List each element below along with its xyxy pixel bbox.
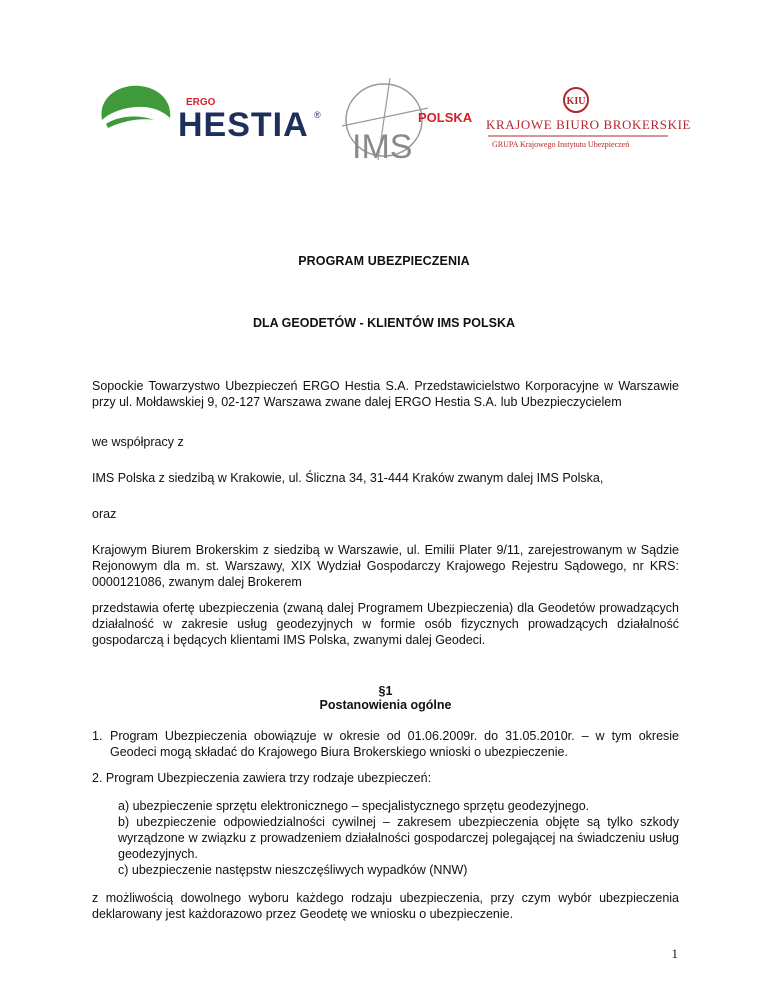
intro-broker-paragraph: Krajowym Biurem Brokerskim z siedzibą w Warszawie, ul. Emilii Plater 9/11, zarejestrowanym w Sądzie Rejonowym dla m. st. Warszawy, XIX Wydział Gospodarczy Krajowego Rejestru Sądowego, nr KRS: 0000121086, zwanym dalej Brokerem <box>92 543 679 589</box>
logo-bar <box>0 0 768 166</box>
polska-wordmark: POLSKA <box>418 110 473 125</box>
section-1-item-2: 2. Program Ubezpieczenia zawiera trzy rodzaje ubezpieczeń: <box>92 771 432 785</box>
kbb-group-line: GRUPA Krajowego Instytutu Ubezpieczeń <box>492 140 630 149</box>
insurance-type-a: a) ubezpieczenie sprzętu elektronicznego – specjalistycznego sprzętu geodezyjnego. <box>118 799 590 813</box>
ergo-hestia-logo <box>96 80 326 146</box>
insurance-type-b: b) ubezpieczenie odpowiedzialności cywilnej – zakresem ubezpieczenia objęte są tylko szkody wyrządzone w związku z prowadzeniem działalności gospodarczej polegającej na świadczeniu usług geodezyjnych. <box>118 815 679 861</box>
ims-polska-logo <box>342 78 473 166</box>
item-1-text: Program Ubezpieczenia obowiązuje w okresie od 01.06.2009r. do 31.05.2010r. – w tym okresie Geodeci mogą składać do Krajowego Biura Brokerskiego wnioski o ubezpieczenie. <box>110 729 679 759</box>
ergo-wordmark: ERGO <box>186 97 216 108</box>
intro-insurer-paragraph: Sopockie Towarzystwo Ubezpieczeń ERGO Hestia S.A. Przedstawicielstwo Korporacyjne w Warszawie przy ul. Mołdawskiej 9, 02-127 Warszawa zwane dalej ERGO Hestia S.A. lub Ubezpieczycielem <box>92 379 679 409</box>
item-1-number: 1. <box>92 729 103 743</box>
kbb-wordmark: KRAJOWE BIURO BROKERSKIE <box>486 117 692 132</box>
document-subtitle: DLA GEODETÓW - KLIENTÓW IMS POLSKA <box>252 316 516 330</box>
registered-mark: ® <box>314 110 321 120</box>
kbb-badge: KIU <box>566 96 586 107</box>
section-1-item-1 <box>92 728 679 760</box>
insurance-types-list <box>118 798 679 878</box>
document-title: PROGRAM UBEZPIECZENIA <box>298 254 470 268</box>
intro-and-line: oraz <box>92 507 117 521</box>
hestia-wordmark: HESTIA <box>178 106 309 144</box>
section-1-heading: Postanowienia ogólne <box>319 698 452 712</box>
section-1-symbol: §1 <box>378 684 393 698</box>
intro-offer-paragraph: przedstawia ofertę ubezpieczenia (zwaną dalej Programem Ubezpieczenia) dla Geodetów prowadzących działalność w zakresie usług geodezyjnych w formie osób fizycznych prowadzących działalność gospodarczą i będących klientami IMS Polska, zwanymi dalej Geodeci. <box>92 601 679 647</box>
intro-ims-paragraph: IMS Polska z siedzibą w Krakowie, ul. Śliczna 34, 31-444 Kraków zwanym dalej IMS Polska, <box>92 471 604 485</box>
ims-wordmark: IMS <box>352 128 413 166</box>
intro-cooperation-line: we współpracy z <box>92 435 184 449</box>
section-1-closing: z możliwością dowolnego wyboru każdego rodzaju ubezpieczenia, przy czym wybór ubezpieczenia deklarowany jest każdorazowo przez Geodetę we wniosku o ubezpieczenie. <box>92 891 679 921</box>
page-number: 1 <box>671 946 678 961</box>
insurance-type-c: c) ubezpieczenie następstw nieszczęśliwych wypadków (NNW) <box>118 863 468 877</box>
krajowe-biuro-brokerskie-logo <box>484 86 692 152</box>
